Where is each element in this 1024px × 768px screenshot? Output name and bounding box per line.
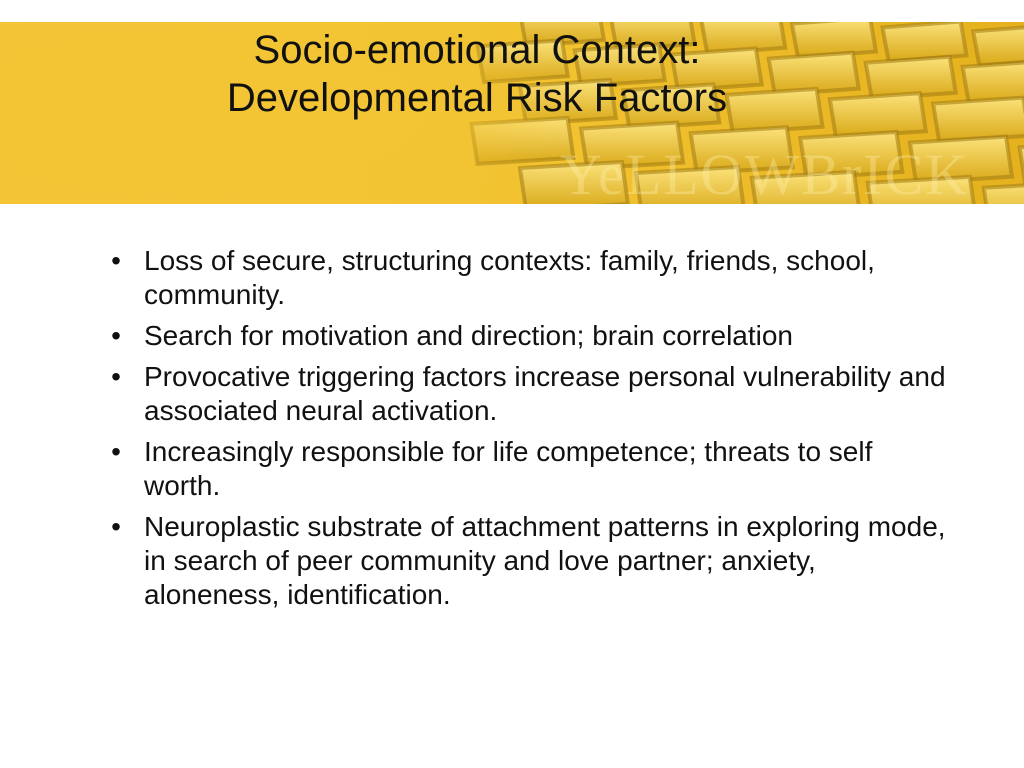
bullet-text: Loss of secure, structuring contexts: family, friends, school, community. [144, 245, 875, 310]
slide-title-line-1: Socio-emotional Context: [253, 28, 701, 72]
bullet-dot: • [111, 511, 121, 542]
slide-title [0, 26, 954, 122]
bullet-text: Neuroplastic substrate of attachment patterns in exploring mode, in search of peer community and love partner; anxiety, aloneness, identification. [144, 511, 946, 610]
bullet-dot: • [111, 245, 121, 276]
bullet-item [102, 510, 952, 612]
bullet-dot: • [111, 436, 121, 467]
bullet-text: Provocative triggering factors increase personal vulnerability and associated neural activation. [144, 361, 946, 426]
bullet-item [102, 244, 952, 312]
slide-title-line-2: Developmental Risk Factors [226, 76, 728, 120]
bullet-list [102, 244, 952, 619]
banner-logo-text: YeLLOWBrICK [560, 142, 970, 204]
bullet-text: Increasingly responsible for life competence; threats to self worth. [144, 436, 873, 501]
bullet-dot: • [111, 320, 121, 351]
brick [973, 25, 1024, 65]
bullet-item [102, 319, 952, 353]
bullet-item [102, 435, 952, 503]
bullet-dot: • [111, 361, 121, 392]
bullet-text: Search for motivation and direction; brain correlation [144, 320, 794, 351]
bullet-item [102, 360, 952, 428]
